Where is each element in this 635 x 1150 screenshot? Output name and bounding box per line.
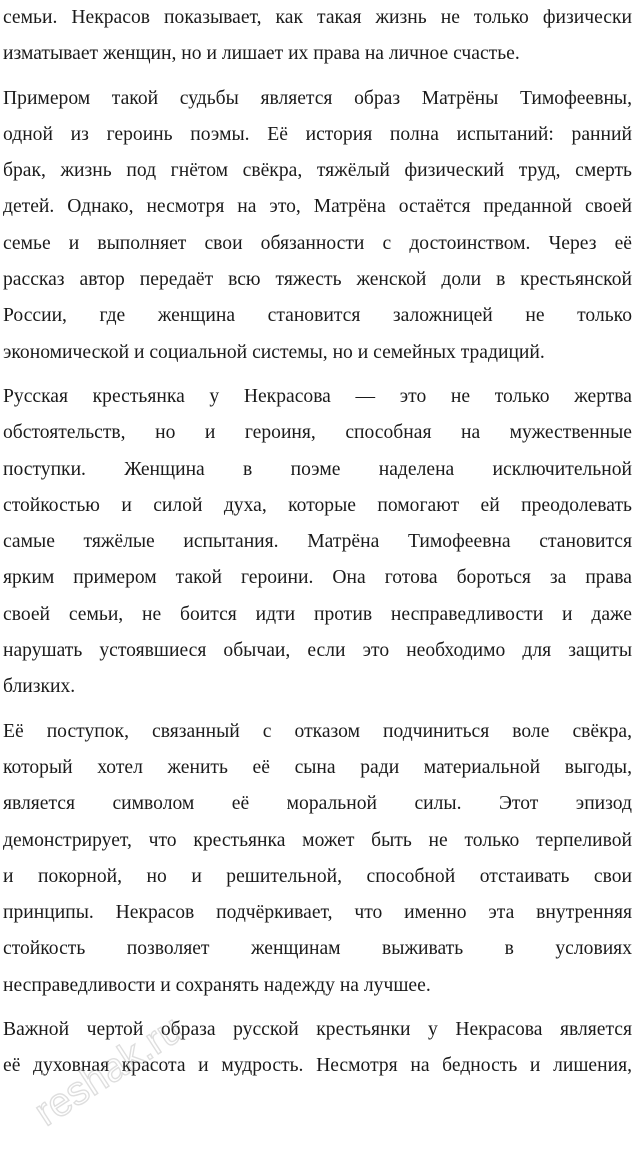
text-line: изматывает женщин, но и лишает их права на личное счастье.: [3, 43, 520, 65]
paragraph-gap: [3, 706, 632, 714]
paragraph: [3, 714, 632, 1004]
text-line: обстоятельств, но и героиня, способная на мужественные: [3, 422, 632, 444]
text-line: поступки. Женщина в поэме наделена исключительной: [3, 458, 632, 480]
text-line: Русская крестьянка у Некрасова — это не только жертва: [3, 385, 632, 407]
svg-text:reshak.ru: reshak.ru: [26, 1006, 191, 1135]
text-line: Её поступок, связанный с отказом подчиниться воле свёкра,: [3, 720, 632, 742]
text-line: Важной чертой образа русской крестьянки у Некрасова является: [3, 1019, 632, 1041]
text-line: близких.: [3, 676, 76, 698]
text-line: семьи. Некрасов показывает, как такая жизнь не только физически: [3, 7, 632, 28]
paragraph-gap: [3, 73, 632, 81]
text-line: Примером такой судьбы является образ Матрёны Тимофеевны,: [3, 87, 632, 109]
text-line: стойкостью и силой духа, которые помогают ей преодолевать: [3, 494, 632, 516]
paragraph: [3, 0, 632, 73]
paragraph-gap: [3, 1004, 632, 1012]
text-line: принципы. Некрасов подчёркивает, что именно эта внутренняя: [3, 902, 632, 924]
text-line: детей. Однако, несмотря на это, Матрёна остаётся преданной своей: [3, 196, 632, 218]
text-line: является символом её моральной силы. Этот эпизод: [3, 793, 632, 815]
text-line: своей семьи, не боится идти против несправедливости и даже: [3, 603, 632, 625]
paragraph: [3, 81, 632, 371]
text-line: семье и выполняет свои обязанности с достоинством. Через её: [3, 232, 632, 254]
paragraph-gap: [3, 371, 632, 379]
text-line: нарушать устоявшиеся обычаи, если это необходимо для защиты: [3, 640, 632, 662]
text-line: который хотел женить её сына ради материальной выгоды,: [3, 756, 632, 778]
text-line: стойкость позволяет женщинам выживать в условиях: [3, 938, 632, 960]
paragraph: [3, 1012, 632, 1085]
text-line: несправедливости и сохранять надежду на лучшее.: [3, 974, 431, 996]
text-line: самые тяжёлые испытания. Матрёна Тимофеевна становится: [3, 531, 632, 553]
text-line: ярким примером такой героини. Она готова бороться за права: [3, 567, 632, 589]
text-line: России, где женщина становится заложницей не только: [3, 305, 632, 327]
text-line: демонстрирует, что крестьянка может быть не только терпеливой: [3, 829, 632, 851]
text-line: брак, жизнь под гнётом свёкра, тяжёлый физический труд, смерть: [3, 160, 632, 182]
text-line: и покорной, но и решительной, способной отстаивать свои: [3, 865, 632, 887]
text-line: одной из героинь поэмы. Её история полна испытаний: ранний: [3, 123, 632, 145]
paragraph: [3, 379, 632, 706]
text-line: рассказ автор передаёт всю тяжесть женской доли в крестьянской: [3, 269, 632, 291]
text-line: её духовная красота и мудрость. Несмотря на бедность и лишения,: [3, 1055, 632, 1077]
document-page: [3, 0, 632, 1085]
text-line: экономической и социальной системы, но и семейных традиций.: [3, 341, 545, 363]
